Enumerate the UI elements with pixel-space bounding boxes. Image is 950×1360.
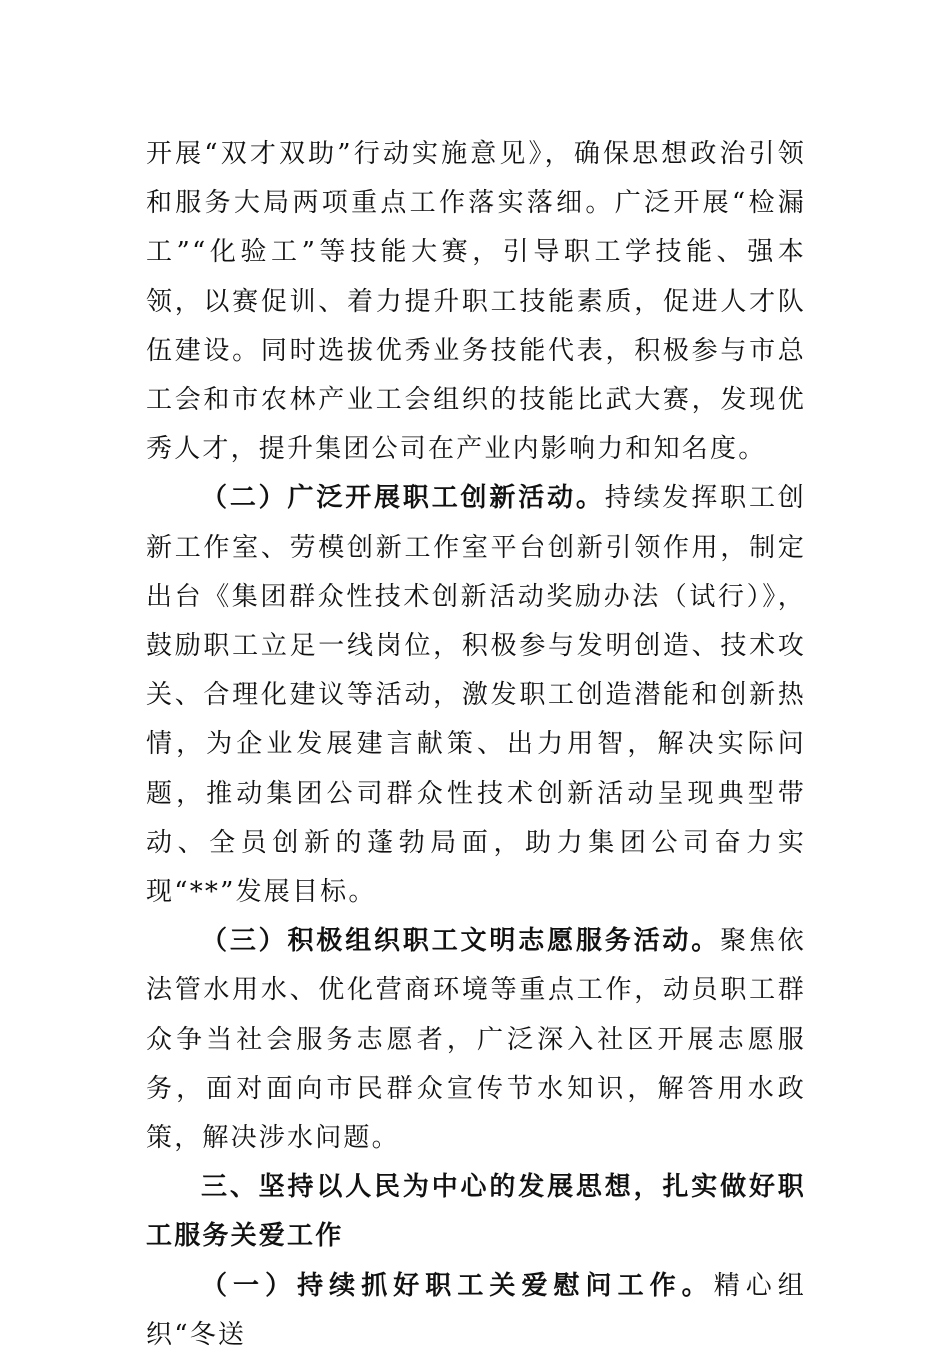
section-heading-three: 三、坚持以人民为中心的发展思想，扎实做好职工服务关爱工作 (146, 1172, 806, 1252)
paragraph-volunteer-service (146, 917, 806, 1163)
paragraph-text: 聚焦依法管水用水、优化营商环境等重点工作，动员职工群众争当社会服务志愿者，广泛深入社区开展志愿服务，面对面向市民群众宣传节水知识，解答用水政策，解决涉水问题。 (146, 926, 806, 1154)
paragraph-innovation-activities (146, 474, 806, 917)
paragraph-text: 开展“双才双助”行动实施意见》，确保思想政治引领和服务大局两项重点工作落实落细。广泛开展“检漏工”“化验工”等技能大赛，引导职工学技能、强本领，以赛促训、着力提升职工技能素质，促进人才队伍建设。同时选拔优秀业务技能代表，积极参与市总工会和市农林产业工会组织的技能比武大赛，发现优秀人才，提升集团公司在产业内影响力和知名度。 (146, 139, 806, 465)
subheading-innovation: （二）广泛开展职工创新活动。 (201, 483, 605, 514)
paragraph-skills-competition (146, 130, 806, 474)
subheading-volunteer: （三）积极组织职工文明志愿服务活动。 (201, 926, 721, 957)
paragraph-text: 精心组织“冬送 (146, 1270, 806, 1350)
subheading-care: （一）持续抓好职工关爱慰问工作。 (201, 1270, 714, 1301)
paragraph-care-visits (146, 1262, 806, 1360)
paragraph-text: 持续发挥职工创新工作室、劳模创新工作室平台创新引领作用，制定出台《集团群众性技术创新活动奖励办法（试行）》，鼓励职工立足一线岗位，积极参与发明创造、技术攻关、合理化建议等活动，激发职工创造潜能和创新热情，为企业发展建言献策、出力用智，解决实际问题，推动集团公司群众性技术创新活动呈现典型带动、全员创新的蓬勃局面，助力集团公司奋力实现“**”发展目标。 (146, 483, 806, 908)
document-body (146, 130, 806, 1360)
